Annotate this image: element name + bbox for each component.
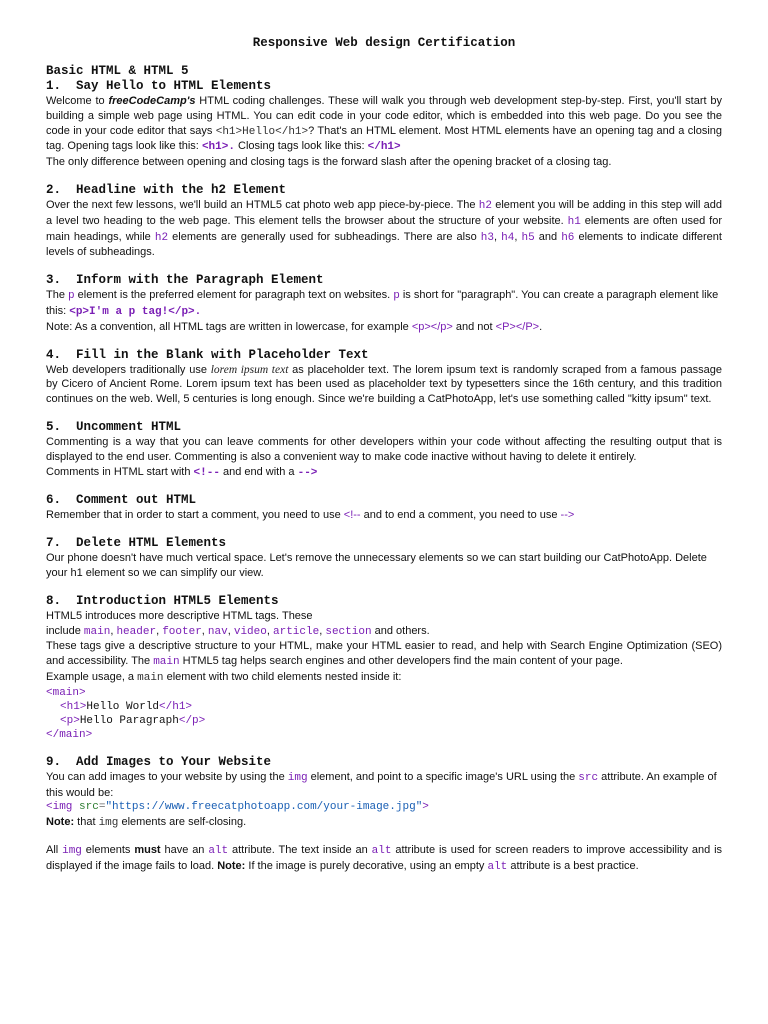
code-tag: <img [46, 801, 80, 814]
inline-code: p [68, 290, 75, 303]
text: HTML5 tag helps search engines and other developers find the main content of your page. [179, 655, 623, 668]
brand-text: freeCodeCamp's [108, 95, 196, 107]
inline-code: img [287, 771, 308, 784]
inline-code: h3 [480, 231, 494, 244]
text: and others. [371, 624, 430, 637]
inline-code: --> [297, 466, 318, 479]
text: attribute is used for screen readers to improve accessibility and is displayed if the image fails to load. [46, 843, 723, 872]
code-tag: </main> [46, 728, 93, 741]
inline-code: --> [560, 509, 575, 522]
section-heading: 8. Introduction HTML5 Elements [46, 593, 279, 608]
section-paragraph [46, 94, 722, 170]
section-5 [46, 420, 722, 480]
text: Note: As a convention, all HTML tags are written in lowercase, for example [46, 320, 412, 333]
code-text: Hello Paragraph [79, 714, 179, 727]
inline-code: h5 [521, 231, 535, 244]
bold-text: must [134, 843, 161, 856]
section-heading: 2. Headline with the h2 Element [46, 182, 287, 197]
text: and not [452, 320, 496, 333]
inline-code: article [273, 625, 320, 638]
inline-code: alt [487, 860, 508, 873]
section-4 [46, 348, 722, 407]
section-6 [46, 493, 722, 523]
inline-code: <p></p> [411, 320, 453, 333]
text: Example usage, a [46, 670, 138, 683]
text: , [156, 624, 163, 637]
section-heading: 3. Inform with the Paragraph Element [46, 273, 324, 288]
inline-code: alt [371, 844, 392, 857]
text: element is the preferred element for paragraph text on websites. [74, 289, 394, 302]
text: You can add images to your website by using the [46, 770, 288, 783]
section-heading: 1. Say Hello to HTML Elements [46, 79, 272, 93]
text: , [514, 230, 522, 243]
text: HTML coding challenges. These will walk you through web development step-by-step. First, you'll start by building a simple web page using HTML. You can edit code in your code editor, which is embedded into this web page. Do you see the code in your code editor that says [46, 95, 722, 137]
text: , [493, 230, 502, 243]
text: ? That's an HTML element. Most HTML elements have an opening tag and a closing tag. Opening tags look like this: [46, 124, 722, 153]
text: is short for "paragraph". You can create a paragraph element like this: [46, 289, 719, 317]
text: have an [160, 843, 209, 856]
inline-code: <h1>Hello</h1> [215, 125, 309, 138]
inline-code: </h1> [367, 141, 401, 154]
inline-code: src [578, 771, 599, 784]
code-tag: <h1> [60, 700, 87, 713]
section-heading: 9. Add Images to Your Website [46, 754, 272, 769]
section-paragraph [46, 843, 722, 875]
text: Commenting is a way that you can leave comments for other developers within your code without affecting the resulting output that is displayed to the end user. Commenting is also a convenient way to make code inactive without having to delete it entirely. [46, 435, 722, 463]
text: , [266, 624, 273, 637]
text: These tags give a descriptive structure to your HTML, make your HTML easier to read, and help with Search Engine Optimization (SEO) and accessibility. The [46, 640, 722, 668]
code-example [46, 800, 722, 815]
section-paragraph [46, 465, 722, 481]
section-8 [46, 594, 722, 742]
section-paragraph: Our phone doesn't have much vertical space. Let's remove the unnecessary elements so we can start building our CatPhotoApp. Delete your h1 element so we can simplify our view. [46, 552, 707, 579]
inline-code: h2 [154, 231, 169, 244]
section-heading: 4. Fill in the Blank with Placeholder Text [46, 347, 369, 362]
section-1 [46, 79, 722, 170]
inline-code: h6 [561, 231, 575, 244]
inline-code: <p>I'm a p tag!</p>. [69, 305, 202, 318]
text: elements [81, 843, 135, 856]
section-paragraph [46, 508, 722, 523]
text: Closing tags look like this: [234, 140, 368, 153]
text: Web developers traditionally use [46, 363, 211, 376]
section-paragraph [46, 815, 722, 831]
text: Welcome to [46, 95, 109, 107]
section-paragraph [46, 435, 722, 465]
code-example [46, 686, 722, 742]
inline-code: p [393, 290, 400, 303]
text: Comments in HTML start with [46, 465, 194, 478]
note-label: Note: [46, 816, 75, 829]
code-text: Hello World [86, 700, 160, 713]
text: elements are self-closing. [118, 816, 247, 829]
italic-text: lorem ipsum text [210, 363, 289, 376]
inline-code: header [116, 625, 157, 638]
document-page [46, 36, 722, 888]
section-heading: 6. Comment out HTML [46, 493, 197, 508]
section-2 [46, 183, 722, 260]
inline-code: main [137, 671, 164, 684]
section-paragraph [46, 770, 722, 801]
text: The [46, 289, 69, 302]
text: All [46, 843, 63, 856]
inline-code: section [325, 625, 372, 638]
inline-code: alt [208, 844, 229, 857]
section-paragraph [46, 609, 722, 640]
code-attr: src [79, 801, 99, 814]
inline-code: nav [207, 625, 228, 638]
text: that [74, 816, 99, 829]
text: HTML5 introduces more descriptive HTML tags. These [46, 609, 313, 622]
inline-code: h4 [501, 231, 515, 244]
section-heading: 5. Uncomment HTML [46, 419, 182, 434]
section-paragraph [46, 198, 722, 260]
text: element you will be adding in this step will add a level two heading to the web page. This element tells the browser about the structure of your website. [46, 198, 722, 227]
text: elements to indicate different levels of subheadings. [46, 230, 722, 259]
inline-code: h1 [567, 215, 581, 228]
section-paragraph [46, 288, 722, 334]
text: Remember that in order to start a comment, you need to use [46, 509, 344, 522]
inline-code: img [62, 844, 82, 857]
text: , [319, 624, 326, 637]
spacer [46, 831, 722, 843]
code-value: "https://www.freecatphotoapp.com/your-image.jpg" [105, 801, 423, 814]
code-tag: <p> [60, 714, 80, 727]
text: and [534, 230, 562, 243]
text: attribute. The text inside an [228, 843, 372, 856]
inline-code: img [98, 817, 119, 830]
text: Over the next few lessons, we'll build an HTML5 cat photo web app piece-by-piece. The [46, 198, 479, 211]
text: , [227, 624, 234, 637]
inline-code: main [153, 656, 180, 669]
inline-code: footer [162, 625, 202, 638]
document-title: Responsive Web design Certification [252, 36, 516, 50]
code-tag: </h1> [159, 700, 193, 713]
text: attribute is a best practice. [507, 859, 639, 872]
section-paragraph [46, 670, 722, 686]
code-tag: > [422, 801, 429, 814]
note-label: Note: [217, 859, 246, 872]
text: , [201, 624, 208, 637]
inline-code: <P></P> [495, 320, 540, 333]
text: and end with a [219, 465, 298, 478]
section-7 [46, 536, 722, 581]
text: element, and point to a specific image's URL using the [307, 770, 579, 783]
text: elements are generally used for subheadings. There are also [168, 230, 481, 243]
section-heading: 7. Delete HTML Elements [46, 536, 227, 551]
text: include [46, 624, 84, 637]
section-paragraph [46, 639, 722, 670]
section-3 [46, 273, 722, 334]
inline-code: <h1>. [201, 141, 235, 154]
section-9 [46, 755, 722, 875]
text: The only difference between opening and closing tags is the forward slash after the opening bracket of a closing tag. [46, 156, 612, 169]
inline-code: h2 [478, 199, 492, 212]
text: attribute. An example of this would be: [46, 770, 717, 799]
code-tag: </p> [178, 714, 206, 727]
code-tag: <main> [46, 686, 86, 699]
code-eq: = [98, 801, 106, 814]
inline-code: main [83, 625, 111, 638]
text: elements are often used for main headings, while [46, 214, 723, 243]
text: . [539, 320, 543, 333]
text: element with two child elements nested inside it: [163, 670, 402, 683]
inline-code: video [233, 625, 267, 638]
inline-code: <!-- [343, 509, 361, 522]
text: , [110, 624, 117, 637]
text: If the image is purely decorative, using an empty [245, 859, 488, 872]
text: and to end a comment, you need to use [360, 509, 561, 522]
document-subtitle: Basic HTML & HTML 5 [46, 64, 189, 78]
text: as placeholder text. The lorem ipsum text is randomly scraped from a famous passage by Cicero of Ancient Rome. Lorem ipsum text has been used as placeholder text by typesetters since the 16th century, and this tradition continues on the web. Well, 5 centuries is long enough. Since we're building a CatPhotoApp, let's use something called "kitty ipsum" text. [46, 363, 722, 406]
section-paragraph [46, 363, 722, 407]
inline-code: <!-- [193, 466, 220, 479]
